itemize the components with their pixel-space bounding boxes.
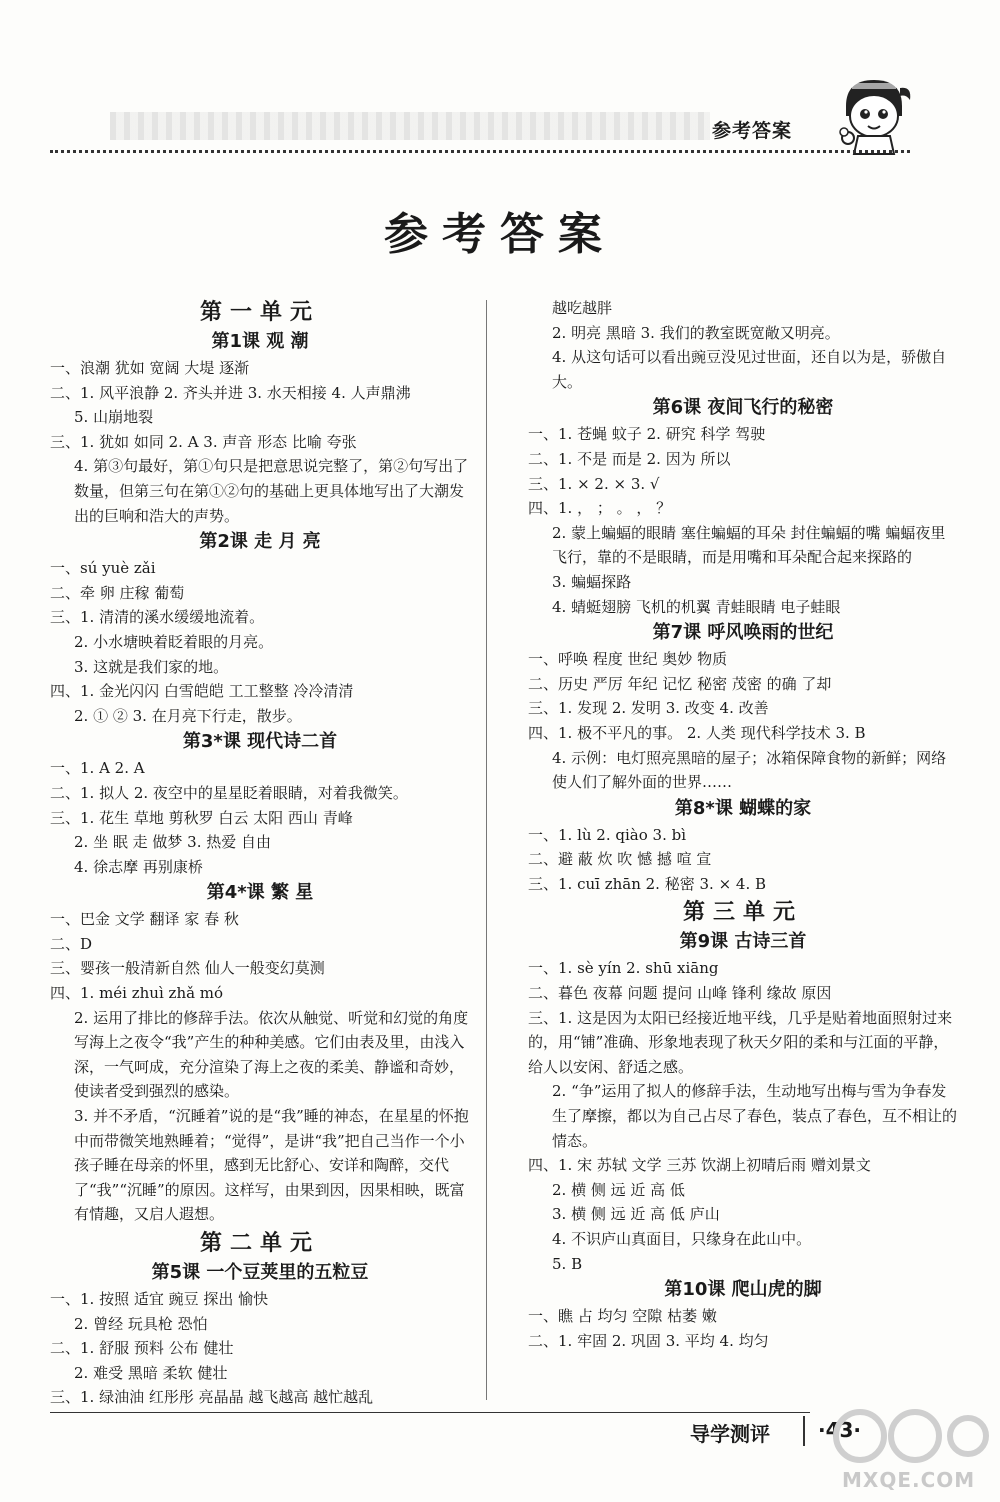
answer-line: 4. 蜻蜓翅膀 飞机的机翼 青蛙眼睛 电子蛙眼 bbox=[552, 597, 841, 616]
footer-brand: 导学测评 bbox=[690, 1422, 770, 1446]
answer-line: 一、呼唤 程度 世纪 奥妙 物质 bbox=[528, 650, 728, 669]
answer-line: 2. 曾经 玩具枪 恐怕 bbox=[74, 1314, 208, 1333]
footer-separator bbox=[803, 1416, 805, 1446]
page-title: 参考答案 bbox=[384, 209, 616, 260]
answer-line: 三、1. 这是因为太阳已经接近地平线，几乎是贴着地面照射过来的，用“铺”准确、形象地表现了秋天夕阳的柔和与江面的平静，给人以安闲、舒适之感。 bbox=[528, 1008, 953, 1076]
answer-line: 一、1. sè yín 2. shū xiāng bbox=[528, 959, 719, 978]
answer-line: 2. 坐 眠 走 做梦 3. 热爱 自由 bbox=[74, 833, 272, 852]
answer-line: 二、1. 不是 而是 2. 因为 所以 bbox=[528, 449, 731, 468]
answer-line: 2. 蒙上蝙蝠的眼睛 塞住蝙蝠的耳朵 封住蝙蝠的嘴 蝙蝠夜里飞行，靠的不是眼睛，而是用嘴和耳朵配合起来探路的 bbox=[552, 523, 946, 567]
answer-line: 二、牵 卵 庄稼 葡萄 bbox=[50, 583, 185, 602]
lesson-heading: 第10课 爬山虎的脚 bbox=[664, 1279, 822, 1301]
answer-line: 4. 第③句最好，第①句只是把意思说完整了，第②句写出了数量，但第三句在第①②句的基础上更具体地写出了大潮发出的巨响和浩大的声势。 bbox=[74, 457, 469, 525]
unit-heading: 第二单元 bbox=[199, 1231, 320, 1256]
answer-line: 二、D bbox=[50, 934, 93, 953]
lesson-heading: 第4*课 繁 星 bbox=[206, 882, 314, 904]
answer-line: 三、1. × 2. × 3. √ bbox=[528, 474, 660, 493]
answer-line: 2. “争”运用了拟人的修辞手法，生动地写出梅与雪为争春发生了摩擦，都以为自己占尽了春色，装点了春色，互不相让的情态。 bbox=[552, 1082, 958, 1150]
answer-line: 越吃越胖 bbox=[552, 299, 613, 317]
answer-line: 四、1. 金光闪闪 白雪皑皑 工工整整 冷冷清清 bbox=[50, 682, 354, 701]
answer-line: 三、1. cuī zhān 2. 秘密 3. × 4. B bbox=[528, 874, 767, 893]
lesson-heading: 第6课 夜间飞行的秘密 bbox=[652, 397, 834, 419]
answer-line: 三、1. 发现 2. 发明 3. 改变 4. 改善 bbox=[528, 699, 769, 718]
left-answer-column bbox=[50, 296, 470, 1410]
answer-line: 3. 蝙蝠探路 bbox=[552, 572, 632, 591]
watermark-text: MXQE.COM bbox=[842, 1468, 976, 1492]
right-answer-column bbox=[528, 296, 958, 1353]
answer-line: 一、sú yuè zǎi bbox=[50, 559, 156, 578]
running-header-title: 参考答案 bbox=[712, 120, 793, 142]
lesson-heading: 第1课 观 潮 bbox=[211, 331, 309, 352]
answer-line: 3. 这就是我们家的地。 bbox=[74, 657, 229, 676]
header-dotted-rule bbox=[50, 150, 910, 153]
answer-line: 2. 难受 黑暗 柔软 健壮 bbox=[74, 1363, 228, 1382]
answer-line: 2. 运用了排比的修辞手法。依次从触觉、听觉和幻觉的角度写海上之夜令“我”产生的种种美感。它们由表及里，由浅入深，一气呵成，充分渲染了海上之夜的柔美、静谧和奇妙，使读者受到强烈的感染。 bbox=[74, 1008, 469, 1101]
column-divider bbox=[486, 300, 487, 1400]
answer-line: 一、巴金 文学 翻译 家 春 秋 bbox=[50, 910, 239, 929]
unit-heading: 第一单元 bbox=[199, 300, 320, 325]
answer-line: 四、1. 宋 苏轼 文学 三苏 饮湖上初晴后雨 赠刘景文 bbox=[528, 1156, 871, 1175]
header-decoration-band bbox=[110, 112, 710, 140]
answer-line: 二、1. 舒服 预料 公布 健壮 bbox=[50, 1339, 234, 1358]
answer-line: 一、1. A 2. A bbox=[50, 759, 145, 778]
answer-line: 一、1. 苍蝇 蚊子 2. 研究 科学 驾驶 bbox=[528, 425, 766, 444]
lesson-heading: 第7课 呼风唤雨的世纪 bbox=[652, 622, 834, 644]
answer-line: 三、1. 犹如 如同 2. A 3. 声音 形态 比喻 夸张 bbox=[50, 432, 357, 451]
answer-line: 4. 徐志摩 再别康桥 bbox=[74, 857, 203, 876]
answer-line: 二、1. 牢固 2. 巩固 3. 平均 4. 均匀 bbox=[528, 1331, 769, 1350]
answer-line: 二、1. 风平浪静 2. 齐头并进 3. 水天相接 4. 人声鼎沸 bbox=[50, 383, 411, 402]
answer-line: 二、暮色 夜幕 问题 提问 山峰 锋利 缘故 原因 bbox=[528, 984, 832, 1003]
answer-line: 三、1. 花生 草地 剪秋罗 白云 太阳 西山 青峰 bbox=[50, 808, 353, 827]
lesson-heading: 第3*课 现代诗二首 bbox=[182, 731, 338, 753]
answer-line: 2. 横 侧 远 近 高 低 bbox=[552, 1180, 685, 1199]
lesson-heading: 第2课 走 月 亮 bbox=[199, 531, 321, 553]
answer-line: 二、1. 拟人 2. 夜空中的星星眨着眼睛，对着我微笑。 bbox=[50, 783, 408, 802]
unit-heading: 第三单元 bbox=[682, 900, 803, 926]
answer-line: 一、浪潮 犹如 宽阔 大堤 逐渐 bbox=[50, 359, 250, 377]
answer-line: 一、1. 按照 适宜 豌豆 探出 愉快 bbox=[50, 1290, 269, 1308]
answer-line: 4. 从这句话可以看出豌豆没见过世面，还自以为是，骄傲自大。 bbox=[552, 348, 947, 391]
footer-rule bbox=[50, 1412, 810, 1413]
lesson-heading: 第9课 古诗三首 bbox=[679, 931, 807, 953]
answer-line: 二、历史 严厉 年纪 记忆 秘密 茂密 的确 了却 bbox=[528, 674, 832, 693]
answer-line: 3. 并不矛盾，“沉睡着”说的是“我”睡的神态，在星星的怀抱中而带微笑地熟睡着；“觉得”，是讲“我”把自己当作一个小孩子睡在母亲的怀里，感到无比舒心、安详和陶醉，交代了“我”“沉睡”的原因。这样写，由果到因，因果相映，既富有情趣，又启人遐想。 bbox=[74, 1107, 469, 1224]
answer-line: 三、1. 绿油油 红彤彤 亮晶晶 越飞越高 越忙越乱 bbox=[50, 1388, 374, 1407]
lesson-heading: 第8*课 蝴蝶的家 bbox=[674, 797, 812, 819]
answer-line: 四、1. 极不平凡的事。 2. 人类 现代科学技术 3. B bbox=[528, 723, 866, 742]
answer-line: 三、婴孩一般清新自然 仙人一般变幻莫测 bbox=[50, 959, 325, 978]
answer-line: 一、瞧 占 均匀 空隙 枯萎 嫩 bbox=[528, 1307, 717, 1326]
lesson-heading: 第5课 一个豆荚里的五粒豆 bbox=[151, 1262, 369, 1283]
answer-line: 5. B bbox=[552, 1254, 583, 1273]
page-number: ·43· bbox=[818, 1418, 862, 1442]
answer-line: 三、1. 清清的溪水缓缓地流着。 bbox=[50, 608, 265, 627]
answer-line: 4. 不识庐山真面目，只缘身在此山中。 bbox=[552, 1230, 812, 1248]
answer-line: 3. 横 侧 远 近 高 低 庐山 bbox=[552, 1205, 720, 1224]
answer-line: 二、避 蔽 炊 吹 憾 撼 喧 宣 bbox=[528, 850, 712, 869]
answer-line: 2. ① ② 3. 在月亮下行走，散步。 bbox=[74, 706, 302, 725]
answer-line: 2. 明亮 黑暗 3. 我们的教室既宽敞又明亮。 bbox=[552, 323, 840, 342]
answer-line: 4. 示例：电灯照亮黑暗的屋子；冰箱保障食物的新鲜；网络使人们了解外面的世界…… bbox=[552, 748, 947, 792]
answer-line: 四、1. ， ； 。 ， ？ bbox=[528, 499, 672, 518]
answer-line: 四、1. méi zhuì zhǎ mó bbox=[50, 984, 224, 1003]
mascot-girl-icon bbox=[832, 76, 914, 156]
answer-line: 2. 小水塘映着眨着眼的月亮。 bbox=[74, 632, 274, 651]
answer-line: 一、1. lù 2. qiào 3. bì bbox=[528, 825, 687, 844]
answer-line: 5. 山崩地裂 bbox=[74, 408, 154, 427]
